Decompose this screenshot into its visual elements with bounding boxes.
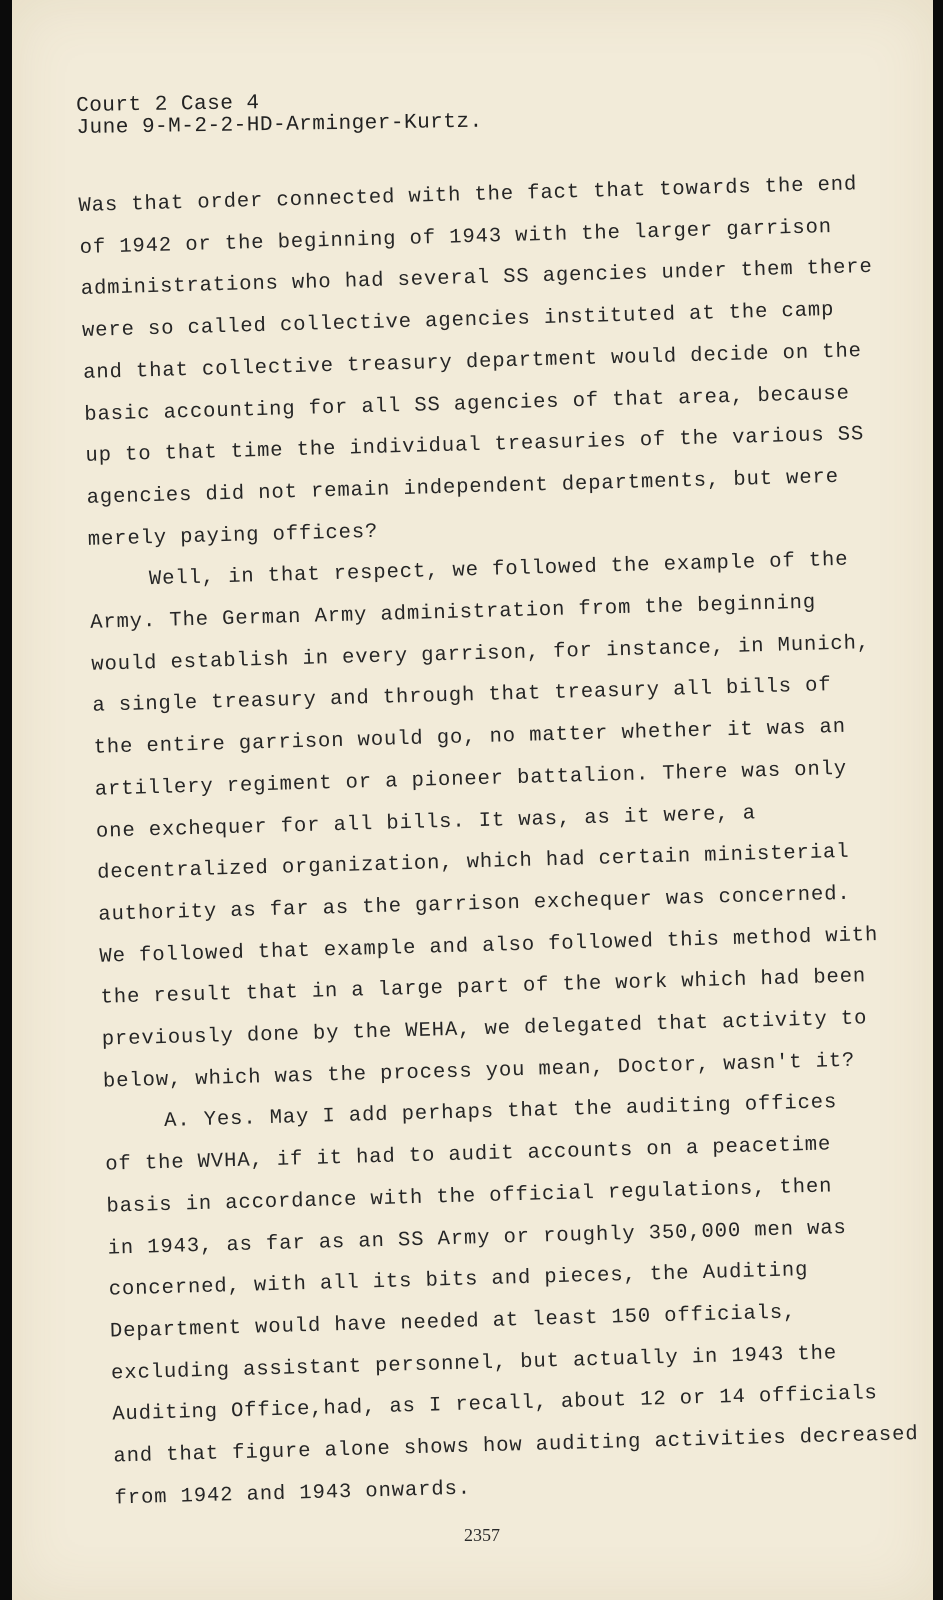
session-line: June 9-M-2-2-HD-Arminger-Kurtz. xyxy=(76,110,483,140)
text-line: the entire garrison would go, no matter whether it was an xyxy=(93,715,847,760)
text-line: Department would have needed at least 150 officials, xyxy=(109,1301,797,1344)
text-line: agencies did not remain independent departments, but were xyxy=(86,465,840,510)
page-number: 2357 xyxy=(464,1525,500,1545)
text-line: a single treasury and through that treasury all bills of xyxy=(92,674,832,719)
text-line: would establish in every garrison, for instance, in Munich, xyxy=(91,631,871,677)
text-line: one exchequer for all bills. It was, as it were, a xyxy=(95,801,757,844)
text-line: in 1943, as far as an SS Army or roughly 350,000 men was xyxy=(107,1216,848,1261)
transcript-body xyxy=(78,165,919,1520)
text-line: Well, in that respect, we followed the example of the xyxy=(148,548,849,592)
text-line: artillery regiment or a pioneer battalion. There was only xyxy=(94,757,848,802)
text-line: basis in accordance with the official regulations, then xyxy=(106,1175,833,1219)
text-line: We followed that example and also followed this method with xyxy=(99,923,879,969)
text-line: excluding assistant personnel, but actually in 1943 the xyxy=(110,1341,838,1386)
text-line: the result that in a large part of the work which had been xyxy=(100,965,867,1011)
text-line: Auditing Office,had, as I recall, about 12 or 14 officials xyxy=(112,1382,879,1427)
text-line: decentralized organization, which had certain ministerial xyxy=(96,840,850,885)
text-line: of the WVHA, if it had to audit accounts on a peacetime xyxy=(105,1133,832,1177)
text-line: administrations who had several SS agencies under them there xyxy=(80,256,874,302)
text-line: and that collective treasury department would decide on the xyxy=(82,339,863,385)
court-case-line: Court 2 Case 4 xyxy=(75,92,260,118)
text-line: Army. The German Army administration from the beginning xyxy=(89,591,817,635)
text-line: previously done by the WEHA, we delegated that activity to xyxy=(101,1007,868,1052)
text-line: Was that order connected with the fact that towards the end xyxy=(78,173,858,218)
text-line: were so called collective agencies instituted at the camp xyxy=(81,299,835,344)
text-line: up to that time the individual treasuries of the various SS xyxy=(85,423,865,469)
text-line: concerned, with all its bits and pieces, the Auditing xyxy=(108,1259,809,1302)
case-header xyxy=(76,90,483,140)
text-line: authority as far as the garrison exchequer was concerned. xyxy=(98,882,851,927)
text-line: basic accounting for all SS agencies of that area, because xyxy=(84,382,851,427)
text-line: and that figure alone shows how auditing activities decreased xyxy=(113,1423,919,1469)
text-line: A. Yes. May I add perhaps that the auditing offices xyxy=(163,1091,838,1134)
text-line: of 1942 or the beginning of 1943 with the larger garrison xyxy=(79,215,833,260)
text-line: merely paying offices? xyxy=(87,520,379,552)
document-page xyxy=(12,0,933,1600)
text-line: below, which was the process you mean, Doctor, wasn't it? xyxy=(102,1049,856,1094)
text-line: from 1942 and 1943 onwards. xyxy=(114,1477,472,1511)
